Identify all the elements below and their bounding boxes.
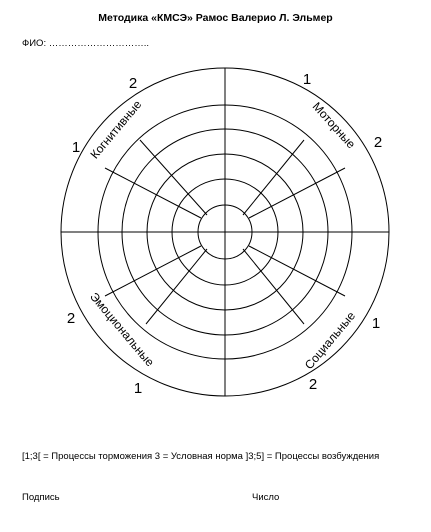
motor-left-number: 1: [302, 71, 312, 88]
sector-label-cognitive: Когнитивные: [87, 97, 145, 162]
spoke-motor-2: [249, 168, 345, 218]
signature-label: Подпись: [22, 492, 60, 503]
spoke-social-1: [249, 246, 345, 296]
social-left-number: 1: [371, 315, 381, 332]
cognitive-right-number: 2: [128, 75, 138, 92]
sector-label-social: Социальные: [301, 308, 359, 373]
cognitive-left-number: 1: [71, 139, 81, 156]
social-right-number: 2: [308, 376, 318, 393]
sector-label-emotional: Эмоциональные: [87, 289, 158, 370]
document-title: Методика «КМСЭ» Рамос Валерио Л. Эльмер: [98, 12, 333, 24]
motor-right-number: 2: [373, 134, 383, 151]
spoke-emotional-2: [105, 246, 201, 296]
emotional-left-number: 2: [66, 310, 76, 327]
emotional-right-number: 1: [133, 380, 143, 397]
spoke-cognitive-2: [105, 168, 201, 218]
spoke-social-2: [243, 249, 304, 324]
fio-field-label: ФИО: …………………………..: [22, 38, 149, 49]
scale-legend: [1;3[ = Процессы торможения 3 = Условная норма ]3;5] = Процессы возбуждения: [22, 451, 380, 462]
sector-label-motor: Моторные: [309, 99, 359, 152]
spoke-motor-1: [243, 140, 304, 215]
date-label: Число: [252, 492, 280, 503]
spoke-emotional-1: [146, 249, 207, 324]
